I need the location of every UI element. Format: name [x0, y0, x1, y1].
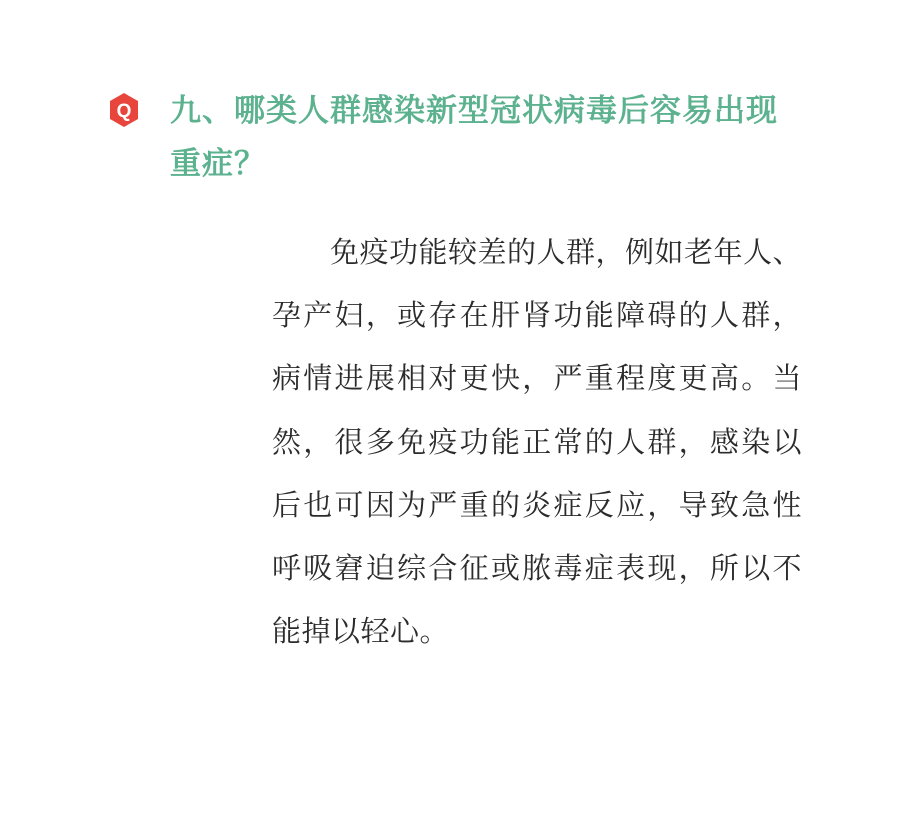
question-hexagon-icon	[108, 92, 140, 128]
answer-paragraph: 免疫功能较差的人群，例如老年人、孕产妇，或存在肝肾功能障碍的人群，病情进展相对更快，严重程度更高。当然，很多免疫功能正常的人群，感染以后也可因为严重的炎症反应，导致急性呼吸窘迫综合征或脓毒症表现，所以不能掉以轻心。	[272, 237, 803, 649]
svg-text:Q: Q	[116, 101, 132, 122]
page-title: 九、哪类人群感染新型冠状病毒后容易出现重症？	[170, 93, 778, 182]
question-row	[108, 84, 808, 191]
